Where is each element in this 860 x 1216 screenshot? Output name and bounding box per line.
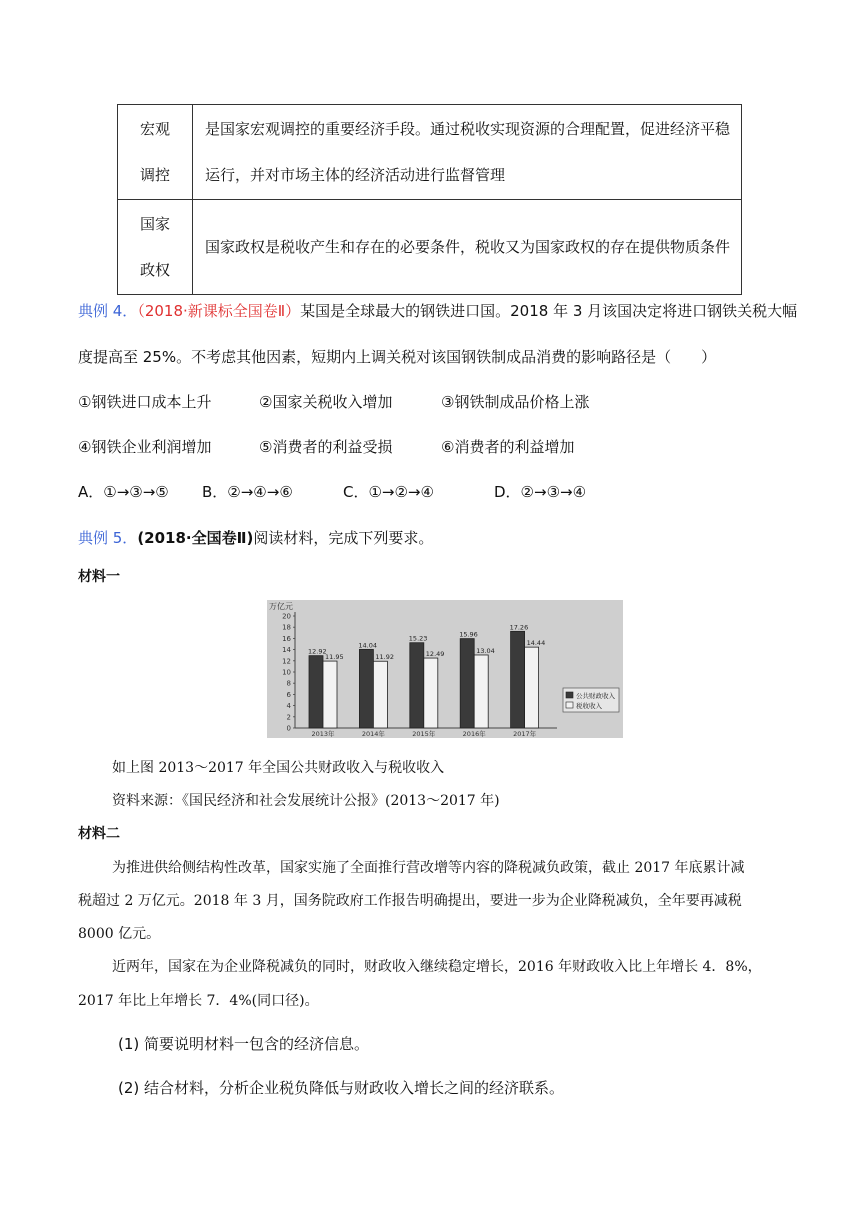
bar-tax-revenue [373,661,387,728]
example5-header [78,527,433,548]
bar-public-revenue [511,631,525,728]
example5-intro: 阅读材料，完成下列要求。 [253,529,434,547]
material2-para1-line1: 为推进供给侧结构性改革，国家实施了全面推行营改增等内容的降税减负政策，截止 2017 年底累计减 [112,860,745,876]
example4-item: ⑤消费者的利益受损 [259,438,393,456]
x-tick-label: 2013年 [311,730,335,738]
x-tick-label: 2017年 [513,730,537,738]
data-label: 13.04 [476,646,495,655]
y-tick-label: 8 [286,679,291,688]
bar-tax-revenue [424,658,438,728]
example4-question-line2: 度提高至 25%。不考虑其他因素，短期内上调关税对该国钢铁制成品消费的影响路径是（ ） [78,348,717,366]
bar-public-revenue [309,656,323,728]
y-tick-label: 16 [282,634,291,643]
example4-label: 典例 4． [78,302,138,320]
example5-source: (2018·全国卷Ⅱ) [137,529,254,547]
y-tick-label: 18 [282,623,291,632]
legend-swatch [566,702,573,708]
material2-para1-line3: 8000 亿元。 [78,926,161,942]
material2-para2-line1: 近两年，国家在为企业降税减负的同时，财政收入继续稳定增长，2016 年财政收入比上年增长 4．8%， [112,959,762,975]
legend-label: 税收收入 [576,702,602,710]
y-axis-title: 万亿元 [269,602,293,611]
bar-tax-revenue [323,661,337,728]
revenue-bar-chart [267,600,623,738]
y-tick-label: 2 [286,713,291,722]
data-label: 12.49 [425,650,445,659]
choice-b: B．②→④→⑥ [202,483,293,501]
legend-swatch [566,692,573,698]
question-1: (1) 简要说明材料一包含的经济信息。 [118,1035,370,1053]
bar-tax-revenue [474,655,488,728]
example4-item: ⑥消费者的利益增加 [441,438,575,456]
example4-question [78,300,797,321]
y-tick-label: 4 [286,702,291,711]
material2-para1-line2: 税超过 2 万亿元。2018 年 3 月，国务院政府工作报告明确提出，要进一步为企业降税减负，全年要再减税 [78,893,742,909]
row-header-line: 国家 [139,215,170,233]
chart-caption: 如上图 2013～2017 年全国公共财政收入与税收收入 [112,760,445,776]
example5-label: 典例 5． [78,529,138,547]
material2-para2-line2: 2017 年比上年增长 7．4%(同口径)。 [78,993,319,1009]
y-tick-label: 6 [286,690,291,699]
example4-question-line1: 某国是全球最大的钢铁进口国。2018 年 3 月该国决定将进口钢铁关税大幅 [300,302,798,320]
source-note: 资料来源：《国民经济和社会发展统计公报》(2013～2017 年) [112,793,500,809]
choice-a: A．①→③→⑤ [78,483,169,501]
choice-c: C．①→②→④ [343,483,434,501]
example4-item: ④钢铁企业利润增加 [78,438,212,456]
example4-item: ②国家关税收入增加 [259,393,393,411]
example4-item: ③钢铁制成品价格上涨 [441,393,590,411]
data-label: 11.95 [325,653,344,662]
y-tick-label: 0 [286,724,291,733]
row-header [118,200,193,295]
legend-label: 公共财政收入 [576,692,615,700]
bar-public-revenue [460,639,474,728]
row-header [118,105,193,200]
bar-tax-revenue [525,647,539,728]
example4-item: ①钢铁进口成本上升 [78,393,212,411]
row-content-line: 国家政权是税收产生和存在的必要条件，税收又为国家政权的存在提供物质条件 [205,238,731,256]
data-label: 14.04 [358,641,378,650]
tax-function-table [117,104,742,295]
x-tick-label: 2016年 [462,730,486,738]
row-content [193,105,742,200]
question-2: (2) 结合材料，分析企业税负降低与财政收入增长之间的经济联系。 [118,1079,565,1097]
data-label: 12.92 [308,647,327,656]
row-header-line: 宏观 [139,120,170,138]
data-label: 11.92 [375,653,395,662]
data-label: 15.96 [459,630,478,639]
y-tick-label: 14 [282,646,291,655]
y-tick-label: 10 [282,668,291,677]
choice-d: D．②→③→④ [494,483,587,501]
x-tick-label: 2015年 [412,730,436,738]
material1-title: 材料一 [78,569,120,585]
bar-public-revenue [410,643,424,728]
data-label: 17.26 [509,623,529,632]
example4-source: （2018·新课标全国卷Ⅱ） [137,302,301,320]
y-tick-label: 20 [282,612,291,621]
row-content-line: 是国家宏观调控的重要经济手段。通过税收实现资源的合理配置，促进经济平稳 [205,120,731,138]
row-content-line: 运行，并对市场主体的经济活动进行监督管理 [205,166,506,184]
row-header-line: 政权 [139,261,170,279]
x-tick-label: 2014年 [361,730,385,738]
data-label: 15.23 [408,634,428,643]
chart-svg [267,600,623,738]
material2-title: 材料二 [78,826,120,842]
bar-public-revenue [359,649,373,728]
data-label: 14.44 [526,639,546,648]
y-tick-label: 12 [282,657,291,666]
row-content [193,200,742,295]
row-header-line: 调控 [139,166,170,184]
table-row [118,105,742,200]
table-row [118,200,742,295]
